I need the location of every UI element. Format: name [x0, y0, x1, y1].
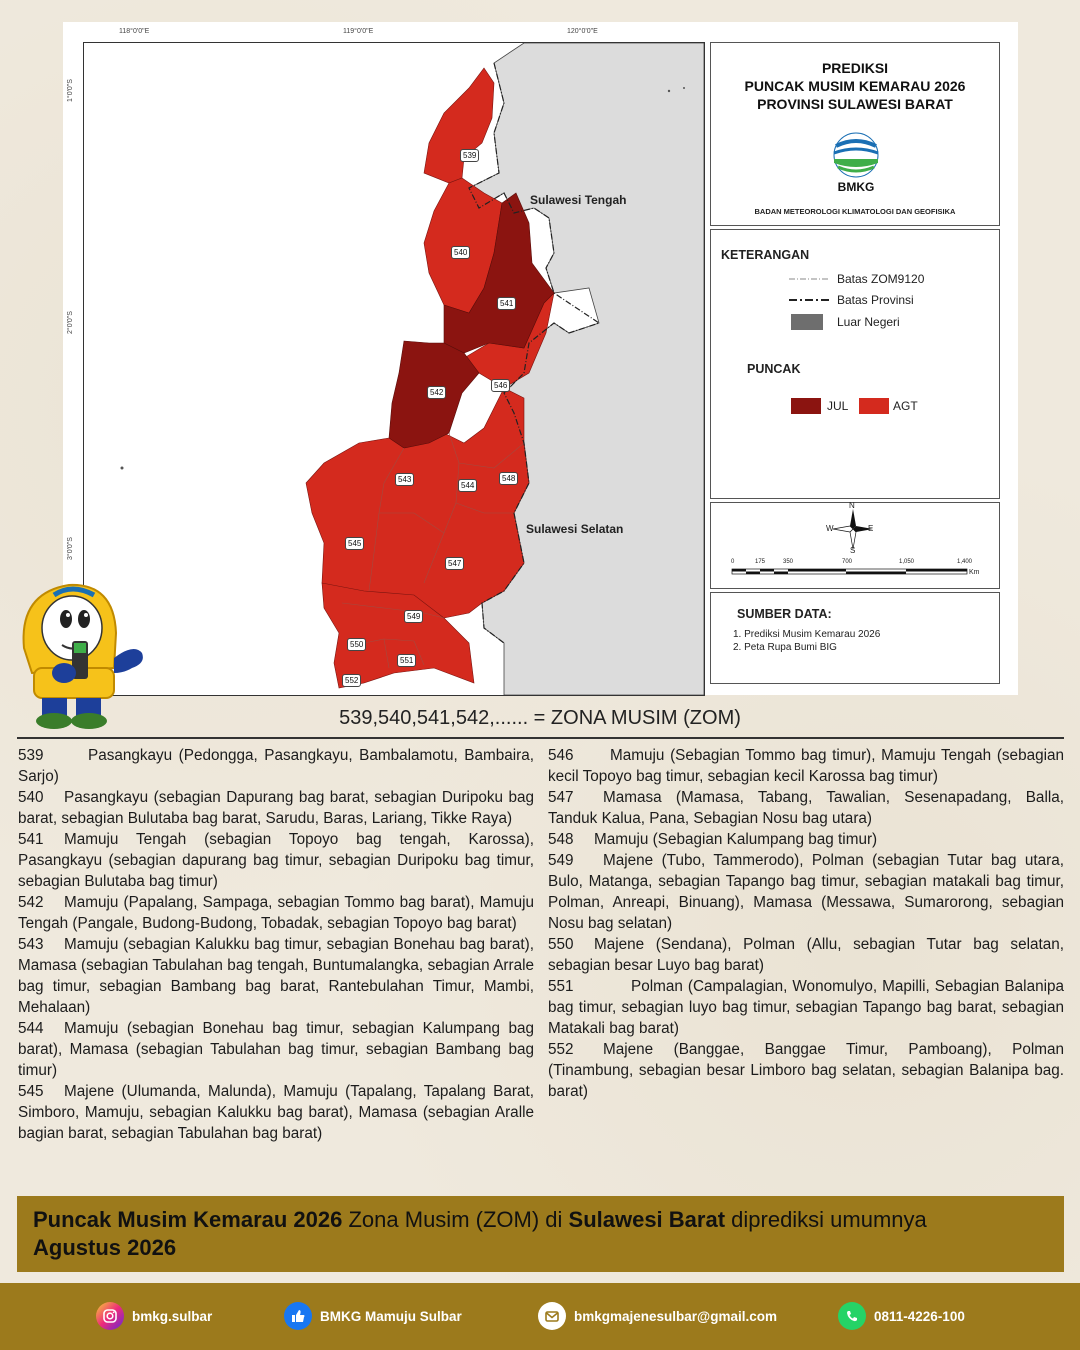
- scale-tick-0: 0: [731, 559, 735, 565]
- whatsapp-icon: [838, 1302, 866, 1330]
- zone-label-552: 552: [342, 674, 361, 687]
- zone-label-539: 539: [460, 149, 479, 162]
- zone-item-549: 549 Majene (Tubo, Tammerodo), Polman (sebagian Tutar bag utara, Bulo, Matanga, sebagian Tapango bag timur, sebagian matakali bag timur, Polman, Anreapi, Binuang), Mamasa (Messawa, Sumarorong, sebagian Nosu bag selatan): [548, 852, 1064, 932]
- footer: [0, 1283, 1080, 1350]
- bmkg-org-name: BADAN METEOROLOGI KLIMATOLOGI DAN GEOFISIKA: [754, 207, 956, 216]
- map-panel: [83, 42, 705, 696]
- instagram-handle: bmkg.sulbar: [132, 1308, 213, 1324]
- facebook-name: BMKG Mamuju Sulbar: [320, 1308, 462, 1324]
- bmkg-logo: [830, 131, 882, 193]
- zone-item-547: 547 Mamasa (Mamasa, Tabang, Tawalian, Sesenapadang, Balla, Tanduk Kalua, Pana, Sebagian Nosu bag utara): [548, 789, 1064, 827]
- zones-column-right: [548, 745, 1064, 1102]
- zone-item-552: 552 Majene (Banggae, Banggae Timur, Pamboang), Polman (Tinambung, sebagian besar Limboro bag selatan, sebagian Balanipa bag. barat): [548, 1041, 1064, 1100]
- mail-icon: [538, 1302, 566, 1330]
- map-frame: [63, 22, 1018, 695]
- email-address: bmkgmajenesulbar@gmail.com: [574, 1308, 777, 1324]
- scale-tick-3: 700: [842, 559, 853, 565]
- compass-scale-box: [710, 502, 1000, 589]
- zone-item-551: 551 Polman (Campalagian, Wonomulyo, Mapilli, Sebagian Balanipa bag timur, sebagian luyo bag timur, sebagian Tapango bag barat, sebagian Matakali bag barat): [548, 978, 1064, 1037]
- sumber-item-2: 2. Peta Rupa Bumi BIG: [733, 642, 837, 653]
- label-sulawesi-tengah: Sulawesi Tengah: [530, 193, 627, 207]
- zone-item-542: 542 Mamuju (Papalang, Sampaga, sebagian Tommo bag barat), Mamuju Tengah (Pangale, Budong-Budong, Tobadak, sebagian Topoyo bag barat): [18, 894, 534, 932]
- coord-top-120: 120°0'0"E: [567, 28, 598, 35]
- zone-item-539: 539 Pasangkayu (Pedongga, Pasangkayu, Bambalamotu, Bambaira, Sarjo): [18, 747, 534, 785]
- summary-text: Puncak Musim Kemarau 2026 Zona Musim (ZOM) di Sulawesi Barat diprediksi umumnya Agustus 2026: [33, 1207, 927, 1260]
- sumber-box: [710, 592, 1000, 684]
- coord-left-2: 2°0'0"S: [67, 311, 74, 334]
- zone-label-548: 548: [499, 472, 518, 485]
- footer-instagram[interactable]: [96, 1301, 212, 1331]
- scale-tick-1: 175: [755, 559, 766, 565]
- zone-item-545: 545 Majene (Ulumanda, Malunda), Mamuju (Tapalang, Tapalang Barat, Simboro, Mamuju, sebagian Kalukku bag barat), Mamasa (sebagian Aralle bagian barat, sebagian Tabulahan bag barat): [18, 1083, 534, 1142]
- zone-label-547: 547: [445, 557, 464, 570]
- scale-tick-2: 350: [783, 559, 794, 565]
- zone-label-550: 550: [347, 638, 366, 651]
- scale-tick-4: 1,050: [899, 559, 915, 565]
- zone-item-540: 540 Pasangkayu (sebagian Dapurang bag barat, sebagian Duripoku bag barat, sebagian Bulutaba bag barat, Sarudu, Baras, Lariang, Tikke Raya): [18, 789, 534, 827]
- coord-left-3: 3°0'0"S: [67, 537, 74, 560]
- zone-item-550: 550 Majene (Sendana), Polman (Allu, sebagian Tutar bag selatan, sebagian besar Luyo bag barat): [548, 936, 1064, 974]
- zone-item-544: 544 Mamuju (sebagian Bonehau bag timur, sebagian Kalumpang bag barat), Mamasa (sebagian Tabulahan bag timur, sebagian Bambang bag timur): [18, 1020, 534, 1079]
- title-line1: PREDIKSI: [821, 60, 889, 76]
- sumber-heading: SUMBER DATA:: [737, 607, 832, 621]
- legend-batas-provinsi: Batas Provinsi: [837, 293, 914, 307]
- bmkg-logo-text: BMKG: [837, 180, 875, 193]
- zone-item-543: 543 Mamuju (sebagian Kalukku bag timur, sebagian Bonehau bag barat), Mamasa (sebagian Tabulahan bag tengah, Buntumalangka, sebagian Arrale bag timur, sebagian Bambang bag barat, Rantebulahan Timur, Mambi, Mehalaan): [18, 936, 534, 1016]
- zone-539: [424, 68, 494, 183]
- compass-w: W: [826, 524, 834, 533]
- sumber-item-1: 1. Prediksi Musim Kemarau 2026: [733, 629, 881, 640]
- thumbs-up-icon: [284, 1302, 312, 1330]
- legend-box: [710, 229, 1000, 499]
- legend-agt: AGT: [893, 399, 918, 413]
- zone-item-546: 546 Mamuju (Sebagian Tommo bag timur), Mamuju Tengah (sebagian kecil Topoyo bag timur, sebagian kecil Karossa bag timur): [548, 747, 1064, 785]
- zone-label-541: 541: [497, 297, 516, 310]
- coord-top-118: 118°0'0"E: [119, 28, 150, 35]
- zone-label-545: 545: [345, 537, 364, 550]
- scale-bar: [731, 568, 971, 576]
- footer-email[interactable]: [538, 1301, 777, 1331]
- batas-prov-line: [789, 295, 829, 305]
- jul-swatch: [791, 398, 821, 414]
- scale-tick-5: 1,400: [957, 559, 973, 565]
- map-svg: [84, 43, 704, 695]
- compass-s: S: [850, 546, 856, 555]
- title-line3: PROVINSI SULAWESI BARAT: [757, 96, 953, 112]
- legend-puncak: PUNCAK: [747, 362, 801, 376]
- zone-label-546: 546: [491, 379, 510, 392]
- phone-number: 0811-4226-100: [874, 1308, 965, 1324]
- zone-label-542: 542: [427, 386, 446, 399]
- title-line2: PUNCAK MUSIM KEMARAU 2026: [744, 78, 966, 94]
- zone-label-540: 540: [451, 246, 470, 259]
- legend-heading: KETERANGAN: [721, 248, 810, 262]
- zones-column-left: [18, 745, 534, 1144]
- zone-label-549: 549: [404, 610, 423, 623]
- zone-label-544: 544: [458, 479, 477, 492]
- scale-unit: Km: [969, 569, 980, 576]
- summary-banner: [17, 1196, 1064, 1272]
- agt-swatch: [859, 398, 889, 414]
- label-sulawesi-selatan: Sulawesi Selatan: [526, 522, 624, 536]
- legend-luar-negeri: Luar Negeri: [837, 315, 900, 329]
- batas-zom-line: [789, 274, 829, 284]
- divider-rule: [17, 737, 1064, 739]
- legend-jul: JUL: [827, 399, 849, 413]
- footer-facebook[interactable]: [284, 1301, 462, 1331]
- coord-left-1: 1°0'0"S: [67, 79, 74, 102]
- zone-label-551: 551: [397, 654, 416, 667]
- luar-negeri-swatch: [791, 314, 823, 330]
- zone-item-548: 548 Mamuju (Sebagian Kalumpang bag timur): [548, 831, 878, 848]
- zom-caption: 539,540,541,542,...... = ZONA MUSIM (ZOM): [339, 707, 741, 729]
- legend-batas-zom: Batas ZOM9120: [837, 272, 925, 286]
- title-box: [710, 42, 1000, 226]
- footer-phone[interactable]: [838, 1301, 965, 1331]
- compass-n: N: [849, 501, 855, 510]
- coord-top-119: 119°0'0"E: [343, 28, 374, 35]
- instagram-icon: [96, 1302, 124, 1330]
- compass-e: E: [868, 524, 874, 533]
- zone-label-543: 543: [395, 473, 414, 486]
- zone-item-541: 541 Mamuju Tengah (sebagian Topoyo bag tengah, Karossa), Pasangkayu (sebagian dapurang bag timur, sebagian Duripoku bag timur, sebagian Bulutaba bag timur): [18, 831, 534, 890]
